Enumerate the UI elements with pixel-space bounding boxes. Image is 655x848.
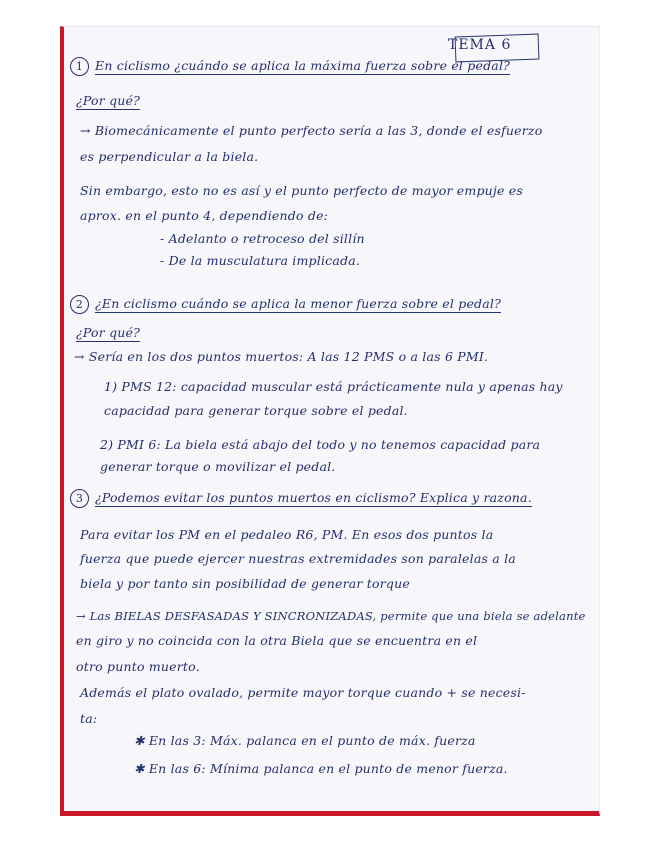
answer-1-bullet-1: - Adelanto o retroceso del sillín	[160, 231, 365, 246]
answer-1-line-3: Sin embargo, esto no es así y el punto perfecto de mayor empuje es	[80, 183, 523, 198]
answer-3-line-6: otro punto muerto.	[76, 659, 200, 674]
answer-3-line-5: en giro y no coincida con la otra Biela que se encuentra en el	[76, 633, 478, 648]
answer-3-line-3: biela y por tanto sin posibilidad de generar torque	[80, 576, 410, 591]
question-2-text: ¿En ciclismo cuándo se aplica la menor fuerza sobre el pedal?	[95, 296, 501, 311]
answer-2-line-1: → Sería en los dos puntos muertos: A las 12 PMS o a las 6 PMI.	[74, 349, 489, 364]
answer-1-line-4: aprox. en el punto 4, dependiendo de:	[80, 208, 329, 223]
answer-1-bullet-2: - De la musculatura implicada.	[160, 253, 361, 268]
answer-3-line-8: ta:	[80, 711, 98, 726]
notebook-page	[60, 26, 600, 816]
answer-1-line-1: → Biomecánicamente el punto perfecto sería a las 3, donde el esfuerzo	[80, 123, 543, 138]
question-2	[70, 295, 501, 314]
question-1	[70, 57, 510, 76]
question-1-number: 1	[70, 57, 89, 76]
answer-2-point-2-line-1: 2) PMI 6: La biela está abajo del todo y no tenemos capacidad para	[100, 437, 541, 452]
question-3-text: ¿Podemos evitar los puntos muertos en ciclismo? Explica y razona.	[95, 490, 532, 505]
answer-3-line-2: fuerza que puede ejercer nuestras extremidades son paralelas a la	[80, 551, 516, 566]
question-1-why: ¿Por qué?	[76, 93, 141, 108]
answer-3-star-2: ✱ En las 6: Mínima palanca en el punto de menor fuerza.	[134, 761, 508, 776]
question-2-number: 2	[70, 295, 89, 314]
question-3	[70, 489, 532, 508]
answer-2-point-2-line-2: generar torque o movilizar el pedal.	[100, 459, 336, 474]
page-title: TEMA 6	[448, 37, 512, 53]
question-2-why: ¿Por qué?	[76, 325, 141, 340]
answer-3-line-7: Además el plato ovalado, permite mayor torque cuando + se necesi-	[80, 685, 526, 700]
answer-2-point-1-line-1: 1) PMS 12: capacidad muscular está prácticamente nula y apenas hay	[104, 379, 563, 394]
answer-3-line-1: Para evitar los PM en el pedaleo R6, PM. En esos dos puntos la	[80, 527, 494, 542]
question-3-number: 3	[70, 489, 89, 508]
answer-3-star-1: ✱ En las 3: Máx. palanca en el punto de máx. fuerza	[134, 733, 476, 748]
answer-3-line-4: → Las BIELAS DESFASADAS Y SINCRONIZADAS, permite que una biela se adelante	[76, 609, 586, 623]
answer-2-point-1-line-2: capacidad para generar torque sobre el pedal.	[104, 403, 408, 418]
question-1-text: En ciclismo ¿cuándo se aplica la máxima fuerza sobre el pedal?	[95, 58, 511, 73]
answer-1-line-2: es perpendicular a la biela.	[80, 149, 259, 164]
